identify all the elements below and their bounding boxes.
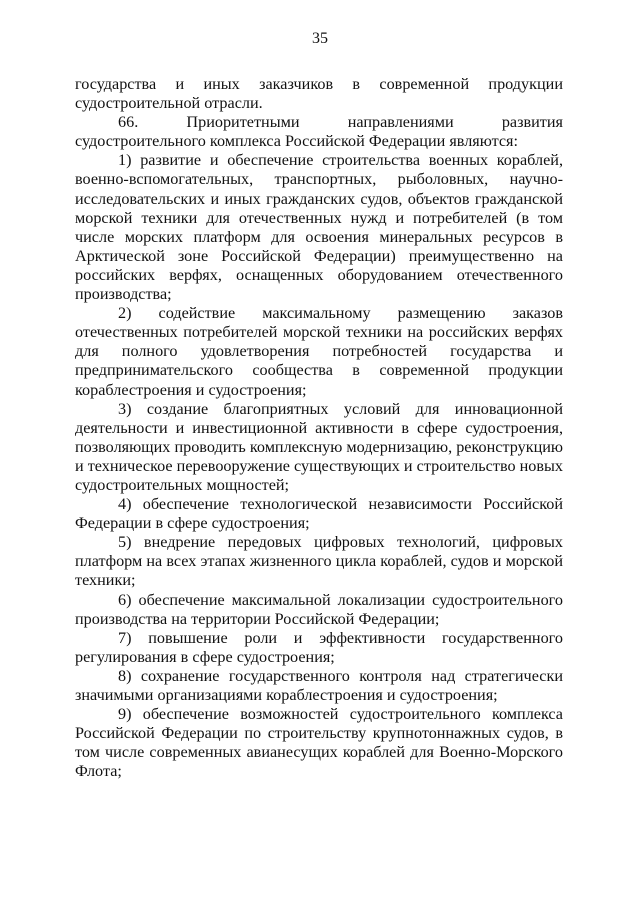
list-item-6: 6) обеспечение максимальной локализации судостроительного производства на территории Российской Федерации;	[75, 590, 563, 628]
page-number: 35	[312, 30, 328, 47]
document-body	[75, 75, 563, 781]
paragraph-clause-66: 66. Приоритетными направлениями развития судостроительного комплекса Российской Федерации являются:	[75, 113, 563, 151]
paragraph-continuation: государства и иных заказчиков в современной продукции судостроительной отрасли.	[75, 75, 563, 113]
list-item-5: 5) внедрение передовых цифровых технологий, цифровых платформ на всех этапах жизненного цикла кораблей, судов и морской техники;	[75, 533, 563, 590]
list-item-9: 9) обеспечение возможностей судостроительного комплекса Российской Федерации по строительству крупнотоннажных судов, в том числе современных авианесущих кораблей для Военно-Морского Флота;	[75, 705, 563, 781]
list-item-7: 7) повышение роли и эффективности государственного регулирования в сфере судостроения;	[75, 628, 563, 666]
list-item-1: 1) развитие и обеспечение строительства военных кораблей, военно-вспомогательных, транспортных, рыболовных, научно-исследовательских и иных гражданских судов, объектов гражданской морской техники для отечественных нужд и потребителей (в том числе морских платформ для освоения минеральных ресурсов в Арктической зоне Российской Федерации) преимущественно на российских верфях, оснащенных оборудованием отечественного производства;	[75, 151, 563, 304]
list-item-3: 3) создание благоприятных условий для инновационной деятельности и инвестиционной активности в сфере судостроения, позволяющих проводить комплексную модернизацию, реконструкцию и техническое перевооружение существующих и строительство новых судостроительных мощностей;	[75, 399, 563, 494]
list-item-4: 4) обеспечение технологической независимости Российской Федерации в сфере судостроения;	[75, 495, 563, 533]
list-item-2: 2) содействие максимальному размещению заказов отечественных потребителей морской техники на российских верфях для полного удовлетворения потребностей государства и предпринимательского сообщества в современной продукции кораблестроения и судостроения;	[75, 304, 563, 399]
list-item-8: 8) сохранение государственного контроля над стратегически значимыми организациями кораблестроения и судостроения;	[75, 666, 563, 704]
